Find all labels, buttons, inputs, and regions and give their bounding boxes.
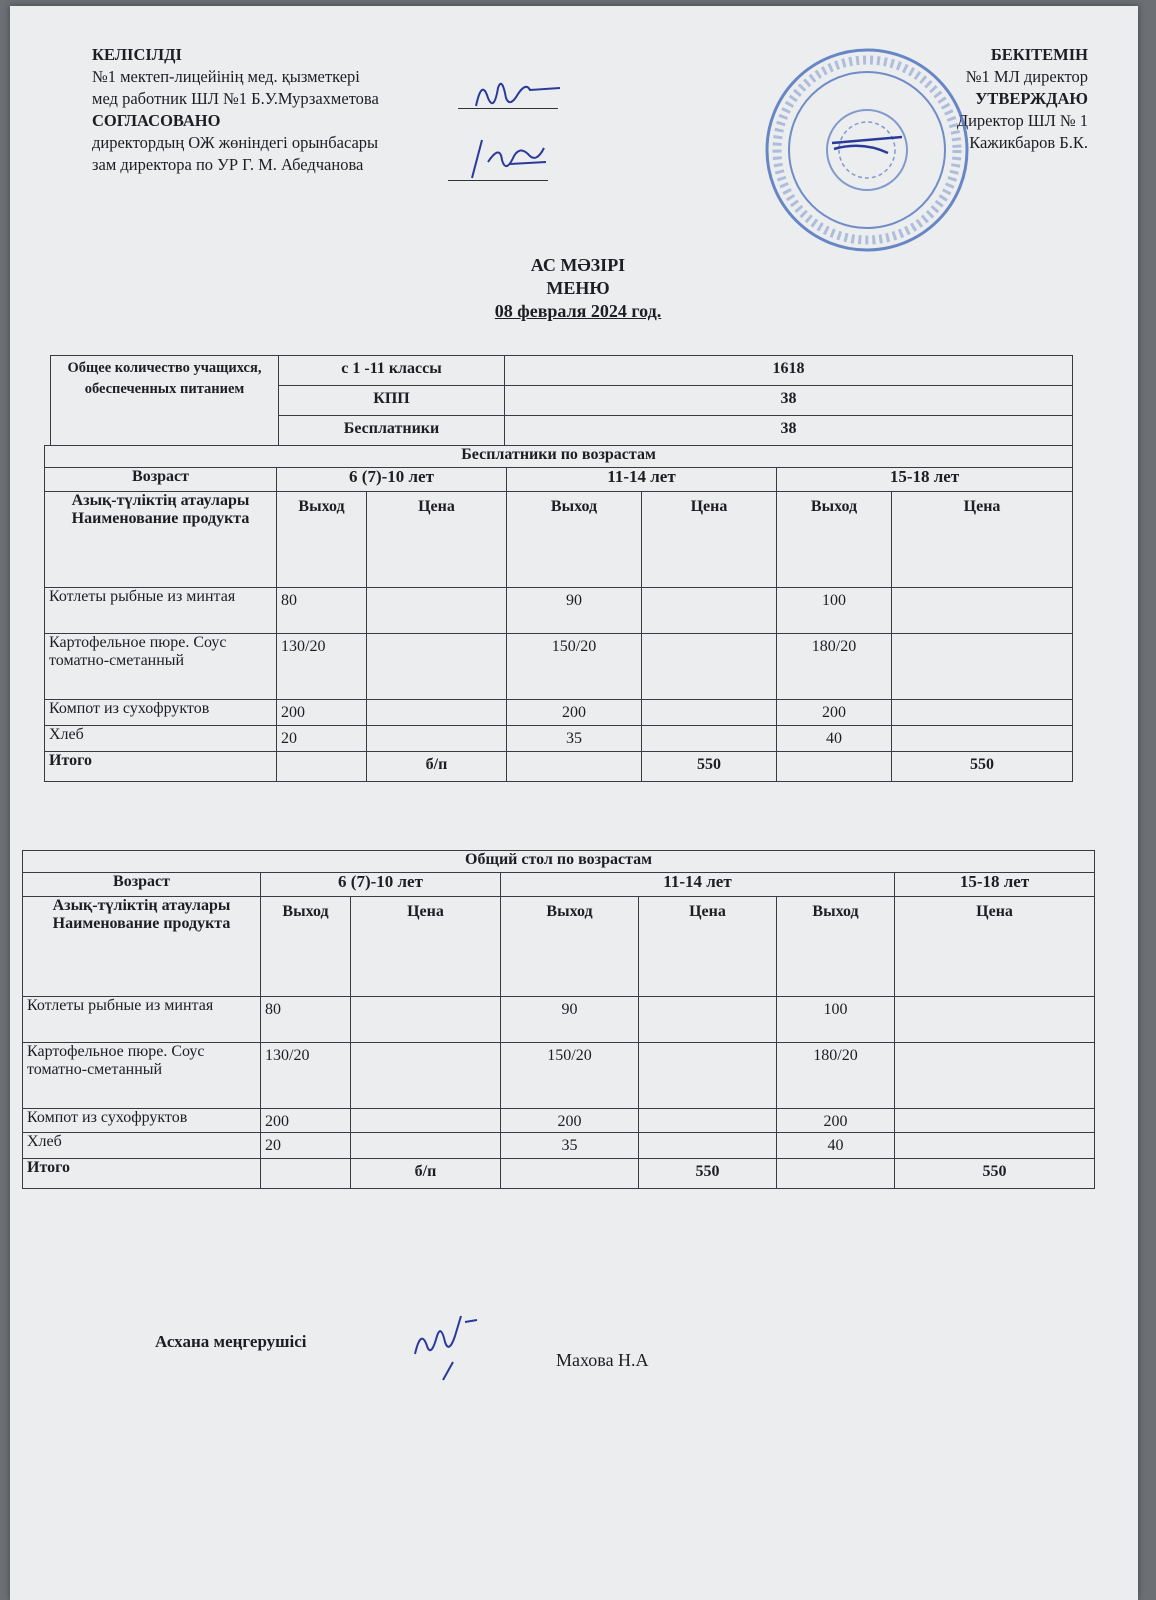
output-value: 20 — [277, 726, 367, 752]
price-cell — [351, 1043, 501, 1109]
col-price: Цена — [895, 897, 1095, 997]
canteen-head-name: Махова Н.А — [556, 1350, 649, 1370]
total-value: 550 — [895, 1159, 1095, 1189]
table-row — [23, 997, 1095, 1043]
output-value: 200 — [501, 1109, 639, 1133]
age-group: 6 (7)-10 лет — [277, 468, 507, 492]
header-left-line1: №1 мектеп-лицейінің мед. қызметкері — [92, 67, 360, 86]
product-header: Азық-түліктің атаулары Наименование продукта — [23, 897, 261, 997]
approve-kz: БЕКІТЕМІН — [990, 45, 1088, 64]
official-stamp — [762, 45, 972, 255]
total-label: Итого — [23, 1159, 261, 1189]
price-cell — [639, 1133, 777, 1159]
col-output: Выход — [261, 897, 351, 997]
product-name: Хлеб — [23, 1133, 261, 1159]
output-value: 130/20 — [261, 1043, 351, 1109]
age-group: 11-14 лет — [507, 468, 777, 492]
price-cell — [351, 997, 501, 1043]
price-cell — [892, 634, 1073, 700]
product-name: Компот из сухофруктов — [23, 1109, 261, 1133]
agreed-ru: СОГЛАСОВАНО — [92, 111, 221, 130]
age-group: 15-18 лет — [895, 873, 1095, 897]
approve-ru: УТВЕРЖДАЮ — [975, 89, 1088, 108]
output-value: 150/20 — [507, 634, 642, 700]
output-value: 20 — [261, 1133, 351, 1159]
output-value: 35 — [501, 1133, 639, 1159]
output-value: 200 — [777, 1109, 895, 1133]
summary-row-value: 38 — [505, 416, 1073, 446]
agreed-kz: КЕЛІСІЛДІ — [92, 45, 182, 64]
table-row — [23, 1109, 1095, 1133]
total-value: б/п — [367, 752, 507, 782]
header-left-line3: директордың ОЖ жөніндегі орынбасары — [92, 133, 379, 152]
signature-medical — [468, 68, 568, 116]
header-left — [92, 44, 472, 176]
output-value: 40 — [777, 726, 892, 752]
price-cell — [895, 1043, 1095, 1109]
output-value: 200 — [507, 700, 642, 726]
col-output: Выход — [777, 897, 895, 997]
menu-date: 08 февраля 2024 год. — [494, 301, 662, 321]
col-price: Цена — [892, 492, 1073, 588]
summary-row-label: Бесплатники — [279, 416, 505, 446]
col-price: Цена — [351, 897, 501, 997]
price-cell — [367, 588, 507, 634]
price-cell — [895, 997, 1095, 1043]
product-name: Хлеб — [45, 726, 277, 752]
price-cell — [351, 1133, 501, 1159]
col-price: Цена — [367, 492, 507, 588]
price-cell — [639, 997, 777, 1043]
output-value: 35 — [507, 726, 642, 752]
output-value: 130/20 — [277, 634, 367, 700]
header-left-line2: мед работник ШЛ №1 Б.У.Мурзахметова — [92, 89, 379, 108]
price-cell — [895, 1109, 1095, 1133]
table-row — [45, 588, 1073, 634]
free-meals-table — [44, 445, 1073, 782]
header-right-line3: Кажикбаров Б.К. — [969, 133, 1088, 152]
output-value: 100 — [777, 588, 892, 634]
signature-canteen-head — [405, 1302, 495, 1382]
output-value: 40 — [777, 1133, 895, 1159]
header-left-line4: зам директора по УР Г. М. Абедчанова — [92, 155, 364, 174]
summary-row-value: 1618 — [505, 356, 1073, 386]
menu-title-kz: АС МӘЗІРІ — [530, 255, 626, 275]
product-name: Картофельное пюре. Соус томатно-сметанный — [45, 634, 277, 700]
summary-row-label: с 1 -11 классы — [279, 356, 505, 386]
col-output: Выход — [507, 492, 642, 588]
age-group: 6 (7)-10 лет — [261, 873, 501, 897]
output-value: 90 — [507, 588, 642, 634]
price-cell — [642, 726, 777, 752]
table-row — [45, 634, 1073, 700]
output-value: 200 — [777, 700, 892, 726]
age-group: 15-18 лет — [777, 468, 1073, 492]
table-row — [23, 1133, 1095, 1159]
price-cell — [367, 634, 507, 700]
price-cell — [892, 700, 1073, 726]
price-cell — [351, 1109, 501, 1133]
output-value: 90 — [501, 997, 639, 1043]
table1-title: Бесплатники по возрастам — [45, 446, 1073, 468]
summary-row-value: 38 — [505, 386, 1073, 416]
price-cell — [892, 726, 1073, 752]
price-cell — [639, 1043, 777, 1109]
output-value: 180/20 — [777, 634, 892, 700]
col-output: Выход — [277, 492, 367, 588]
product-name: Компот из сухофруктов — [45, 700, 277, 726]
output-value: 150/20 — [501, 1043, 639, 1109]
total-row — [23, 1159, 1095, 1189]
price-cell — [642, 634, 777, 700]
output-value: 80 — [277, 588, 367, 634]
output-value: 200 — [261, 1109, 351, 1133]
output-value: 200 — [277, 700, 367, 726]
product-header: Азық-түліктің атаулары Наименование продукта — [45, 492, 277, 588]
product-name: Картофельное пюре. Соус томатно-сметанный — [23, 1043, 261, 1109]
price-cell — [639, 1109, 777, 1133]
age-group: 11-14 лет — [501, 873, 895, 897]
product-name: Котлеты рыбные из минтая — [45, 588, 277, 634]
summary-row-label: КПП — [279, 386, 505, 416]
total-value: 550 — [892, 752, 1073, 782]
product-name: Котлеты рыбные из минтая — [23, 997, 261, 1043]
total-value: 550 — [642, 752, 777, 782]
general-table — [22, 850, 1095, 1189]
output-value: 80 — [261, 997, 351, 1043]
age-label: Возраст — [23, 873, 261, 897]
signature-deputy — [456, 134, 556, 184]
col-output: Выход — [501, 897, 639, 997]
table2-title: Общий стол по возрастам — [23, 851, 1095, 873]
summary-label: Общее количество учащихся, обеспеченных питанием — [51, 356, 279, 446]
price-cell — [895, 1133, 1095, 1159]
price-cell — [892, 588, 1073, 634]
price-cell — [367, 700, 507, 726]
price-cell — [367, 726, 507, 752]
total-value: б/п — [351, 1159, 501, 1189]
output-value: 180/20 — [777, 1043, 895, 1109]
price-cell — [642, 700, 777, 726]
total-row — [45, 752, 1073, 782]
total-value: 550 — [639, 1159, 777, 1189]
age-label: Возраст — [45, 468, 277, 492]
header-right-line1: №1 МЛ директор — [965, 67, 1088, 86]
price-cell — [642, 588, 777, 634]
col-price: Цена — [642, 492, 777, 588]
col-price: Цена — [639, 897, 777, 997]
table-row — [23, 1043, 1095, 1109]
table-row — [45, 700, 1073, 726]
output-value: 100 — [777, 997, 895, 1043]
canteen-head-role: Асхана меңгерушісі — [155, 1332, 307, 1351]
header-right-line2: Директор ШЛ № 1 — [956, 111, 1088, 130]
total-label: Итого — [45, 752, 277, 782]
table-row — [45, 726, 1073, 752]
col-output: Выход — [777, 492, 892, 588]
menu-title-ru: МЕНЮ — [546, 278, 610, 298]
summary-table — [50, 355, 1073, 446]
